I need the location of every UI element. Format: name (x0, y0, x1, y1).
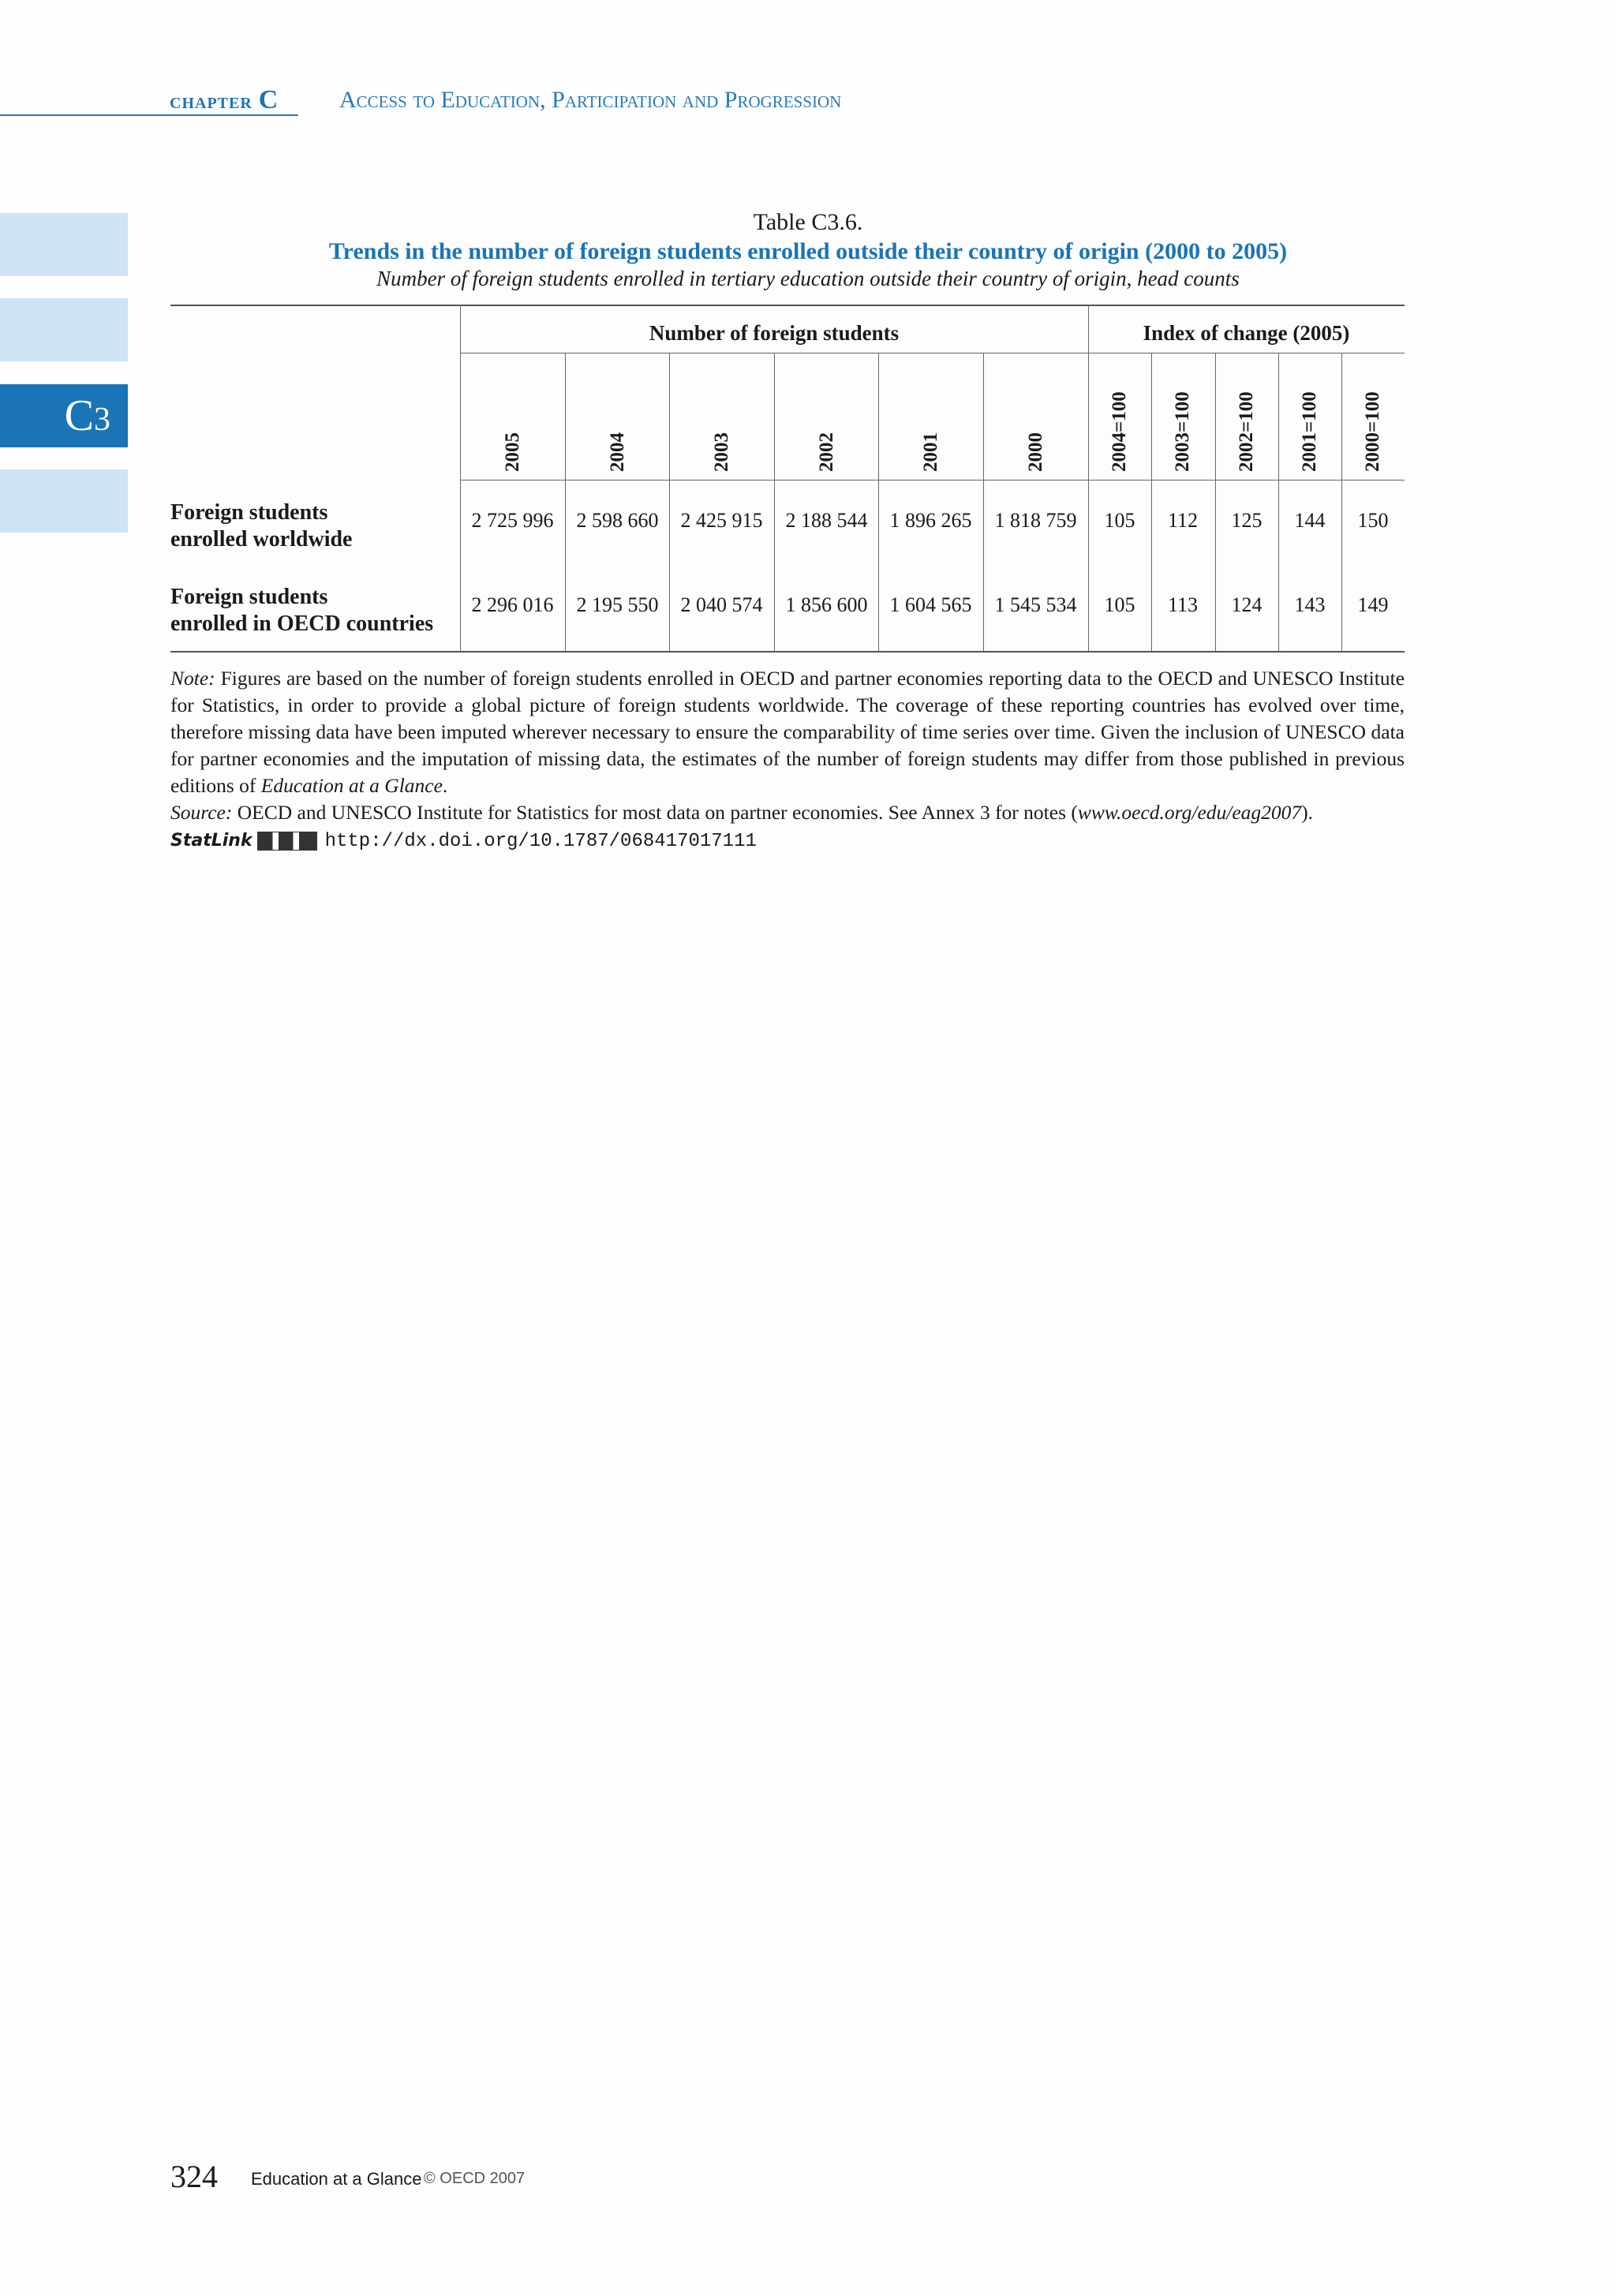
year-column-header: 2000 (1024, 432, 1046, 472)
row-label-line: enrolled in OECD countries (170, 611, 434, 636)
statlink[interactable]: StatLink http://dx.doi.org/10.1787/068417017111 (170, 831, 757, 852)
table-cell: 2 425 915 (680, 509, 763, 532)
table-cell: 1 896 265 (889, 509, 972, 532)
index-column-header: 2004=100 (1109, 391, 1130, 472)
table-bottom-rule (170, 651, 1405, 653)
table-cell: 1 818 759 (994, 509, 1077, 532)
index-column-header: 2000=100 (1362, 391, 1383, 472)
header-rule (0, 114, 298, 116)
index-cell: 105 (1104, 593, 1135, 616)
row-label-line: Foreign students (170, 500, 328, 525)
table-source: Source: OECD and UNESCO Institute for Statistics for most data on partner economies. See Annex 3 for notes (www.oecd.org/edu/eag2007). (170, 801, 1314, 824)
year-column-header: 2003 (710, 432, 732, 472)
table-subtitle: Number of foreign students enrolled in tertiary education outside their country of origin, head counts (376, 267, 1240, 290)
page-number: 324 (170, 2159, 218, 2194)
table-cell: 2 598 660 (576, 509, 659, 532)
index-column-header: 2002=100 (1236, 391, 1257, 472)
statlink-url[interactable]: http://dx.doi.org/10.1787/068417017111 (324, 831, 757, 852)
copyright: © OECD 2007 (424, 2170, 526, 2187)
row-label-line: Foreign students (170, 585, 328, 609)
index-cell: 149 (1357, 593, 1389, 616)
publication-name: Education at a Glance (251, 2169, 422, 2189)
index-cell: 150 (1357, 509, 1389, 532)
table-cell: 2 725 996 (471, 509, 554, 532)
table-cell: 2 188 544 (785, 509, 868, 532)
group-header-index: Index of change (2005) (1143, 321, 1350, 345)
year-column-header: 2001 (919, 432, 941, 472)
table-top-rule (170, 305, 1405, 306)
table-title: Trends in the number of foreign students enrolled outside their country of origin (2000 to 2005) (328, 238, 1288, 264)
index-column-header: 2001=100 (1299, 391, 1320, 472)
year-column-header: 2004 (606, 432, 628, 472)
side-tab-active: C3 (0, 384, 128, 447)
row-label-line: enrolled worldwide (170, 527, 353, 552)
table-cell: 1 545 534 (994, 593, 1077, 616)
index-cell: 143 (1294, 593, 1326, 616)
side-tab (0, 298, 128, 361)
index-cell: 113 (1167, 593, 1199, 616)
table-cell: 1 856 600 (785, 593, 868, 616)
table-note: Note: Figures are based on the number of foreign students enrolled in OECD and partner economies reporting data to the OECD and UNESCO Institute for Statistics, in order to provide a global picture of foreign students worldwide. The coverage of these reporting countries has evolved over time, therefore missing data have been imputed wherever necessary to ensure the comparability of time series over time. Given the inclusion of UNESCO data for partner economies and the imputation of missing data, the estimates of the number of foreign students may differ from those published in previous editions of Education at a Glance. (170, 667, 1405, 797)
index-cell: 105 (1104, 509, 1135, 532)
year-column-header: 2005 (501, 432, 523, 472)
index-column-header: 2003=100 (1172, 391, 1193, 472)
table-cell: 2 195 550 (576, 593, 659, 616)
statlink-logo-icon (257, 832, 317, 851)
table-label: Table C3.6. (753, 209, 863, 235)
index-cell: 144 (1294, 509, 1326, 532)
year-column-header: 2002 (815, 432, 837, 472)
table-cell: 2 040 574 (680, 593, 763, 616)
row-label (170, 499, 352, 553)
chapter-label: chapter C (170, 85, 279, 114)
row-label (170, 584, 433, 638)
side-tab (0, 469, 128, 533)
table-cell: 1 604 565 (889, 593, 972, 616)
group-header-number: Number of foreign students (649, 321, 900, 345)
table-cell: 2 296 016 (471, 593, 554, 616)
index-cell: 112 (1167, 509, 1199, 532)
index-cell: 124 (1231, 593, 1262, 616)
chapter-title: Access to Education, Participation and Progression (339, 87, 842, 113)
index-cell: 125 (1231, 509, 1262, 532)
column-header-rule (460, 480, 1405, 481)
